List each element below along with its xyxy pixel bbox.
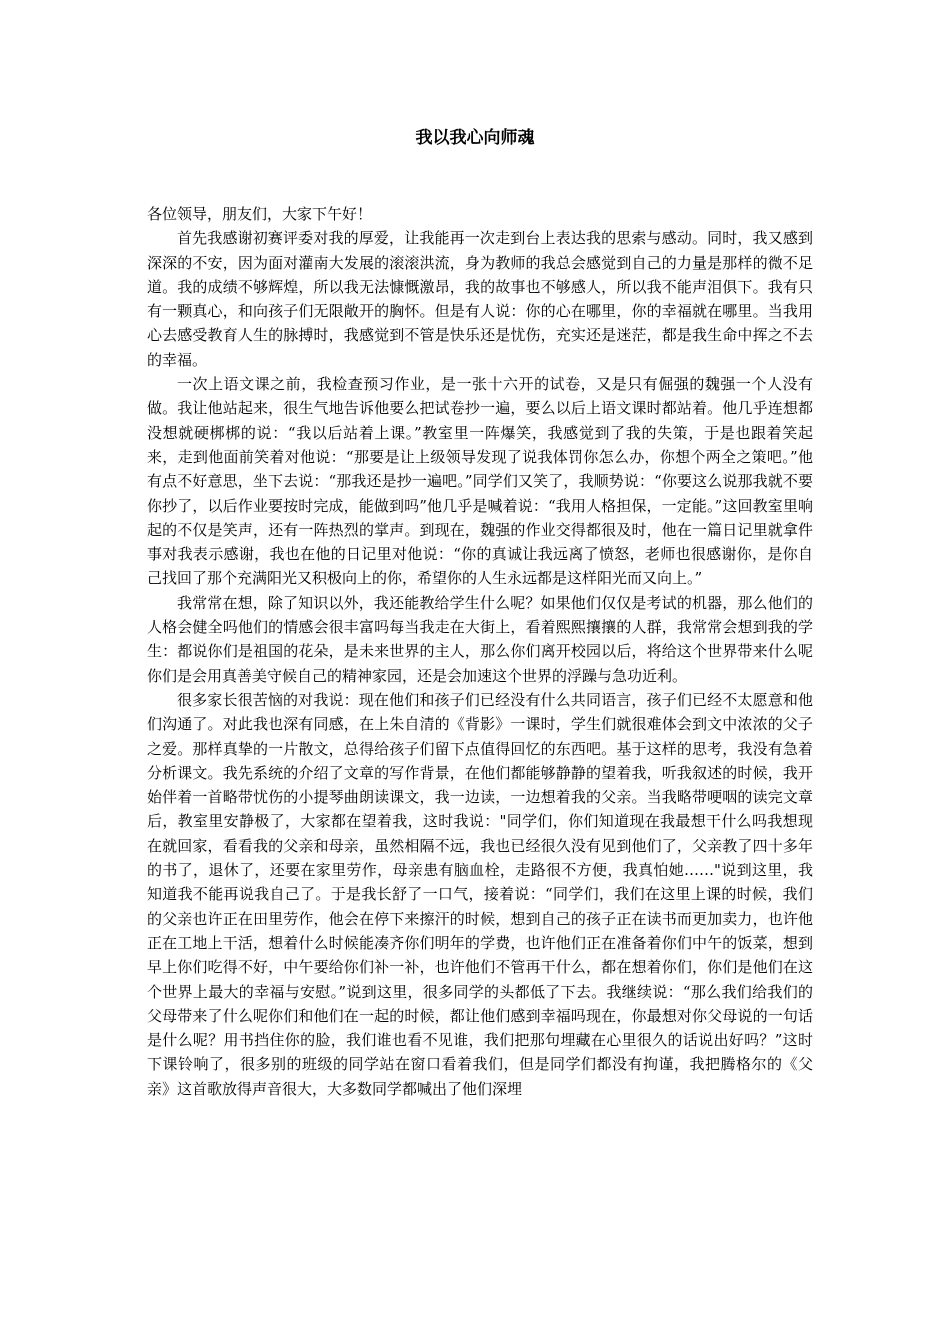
paragraph-2: 一次上语文课之前，我检查预习作业，是一张十六开的试卷，又是只有倔强的魏强一个人没有做。我让他站起来，很生气地告诉他要么把试卷抄一遍，要么以后上语文课时都站着。他几乎连想都没想就硬梆梆的说：“我以后站着上课。”教室里一阵爆笑，我感觉到了我的失策，于是也跟着笑起来，走到他面前笑着对他说：“那要是让上级领导发现了说我体罚你怎么办，你想个两全之策吧。”他有点不好意思，坐下去说：“那我还是抄一遍吧。”同学们又笑了，我顺势说：“你要这么说那我就不要你抄了，以后作业要按时完成，能做到吗”他几乎是喊着说：“我用人格担保，一定能。”这回教室里响起的不仅是笑声，还有一阵热烈的掌声。到现在，魏强的作业交得都很及时，他在一篇日记里就拿件事对我表示感谢，我也在他的日记里对他说：“你的真诚让我远离了愤怒，老师也很感谢你，是你自己找回了那个充满阳光又积极向上的你，希望你的人生永远都是这样阳光而又向上。” <box>147 375 813 588</box>
paragraph-1: 首先我感谢初赛评委对我的厚爱，让我能再一次走到台上表达我的思索与感动。同时，我又感到深深的不安，因为面对灌南大发展的滚滚洪流，身为教师的我总会感觉到自己的力量是那样的微不足道。我的成绩不够辉煌，所以我无法慷慨激昂，我的故事也不够感人，所以我不能声泪俱下。我有只有一颗真心，和向孩子们无限敞开的胸怀。但是有人说：你的心在哪里，你的幸福就在哪里。当我用心去感受教育人生的脉搏时，我感觉到不管是快乐还是忧伤，充实还是迷茫，都是我生命中挥之不去的幸福。 <box>147 229 813 369</box>
document-body <box>147 202 813 1101</box>
paragraph-3: 我常常在想，除了知识以外，我还能教给学生什么呢？如果他们仅仅是考试的机器，那么他们的人格会健全吗他们的情感会很丰富吗每当我走在大街上，看着熙熙攘攘的人群，我常常会想到我的学生：都说你们是祖国的花朵，是未来世界的主人，那么你们离开校园以后，将给这个世界带来什么呢你们是会用真善美守候自己的精神家园，还是会加速这个世界的浮躁与急功近利。 <box>147 593 813 685</box>
paragraph-4: 很多家长很苦恼的对我说：现在他们和孩子们已经没有什么共同语言，孩子们已经不太愿意和他们沟通了。对此我也深有同感，在上朱自清的《背影》一课时，学生们就很难体会到文中浓浓的父子之爱。那样真挚的一片散文，总得给孩子们留下点值得回忆的东西吧。基于这样的思考，我没有急着分析课文。我先系统的介绍了文章的写作背景，在他们都能够静静的望着我，听我叙述的时候，我开始伴着一首略带忧伤的小提琴曲朗读课文，我一边读，一边想着我的父亲。当我略带哽咽的读完文章后，教室里安静极了，大家都在望着我，这时我说："同学们，你们知道现在我最想干什么吗我想现在就回家，看看我的父亲和母亲，虽然相隔不远，我也已经很久没有见到他们了，父亲教了四十多年的书了，退休了，还要在家里劳作，母亲患有脑血栓，走路很不方便，我真怕她……"说到这里，我知道我不能再说我自己了。于是我长舒了一口气，接着说：“同学们，我们在这里上课的时候，我们的父亲也许正在田里劳作，他会在停下来擦汗的时候，想到自己的孩子正在读书而更加卖力，也许他正在工地上干活，想着什么时候能凑齐你们明年的学费，也许他们正在准备着你们中午的饭菜，想到早上你们吃得不好，中午要给你们补一补，也许他们不管再干什么，都在想着你们，你们是他们在这个世界上最大的幸福与安慰。”说到这里，很多同学的头都低了下去。我继续说：“那么我们给我们的父母带来了什么呢你们和他们在一起的时候，都让他们感到幸福吗现在，你最想对你父母说的一句话是什么呢？用书挡住你的脸，我们谁也看不见谁，我们把那句埋藏在心里很久的话说出好吗？”这时下课铃响了，很多别的班级的同学站在窗口看着我们，但是同学们都没有拘谨，我把腾格尔的《父亲》这首歌放得声音很大，大多数同学都喊出了他们深埋 <box>147 690 813 1098</box>
page-title: 我以我心向师魂 <box>415 128 535 148</box>
salutation: 各位领导，朋友们，大家下午好！ <box>147 205 373 223</box>
